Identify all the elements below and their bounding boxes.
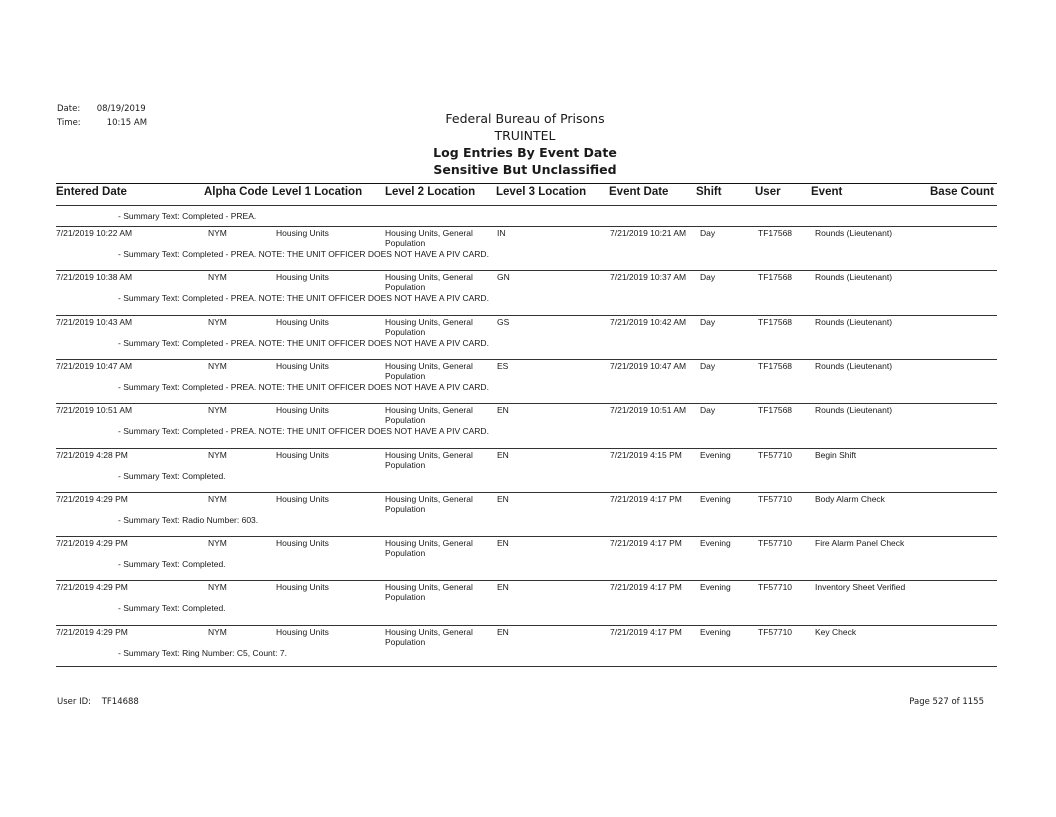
level2-location-cell: Housing Units, General <box>385 450 473 460</box>
level2-location-cell: Housing Units, General <box>385 361 473 371</box>
event-cell: Begin Shift <box>815 450 857 460</box>
title-report: Log Entries By Event Date <box>433 145 617 160</box>
summary-text: - Summary Text: Completed - PREA. NOTE: THE UNIT OFFICER DOES NOT HAVE A PIV CARD. <box>118 382 489 392</box>
column-header: Level 1 Location <box>272 186 363 198</box>
table-bottom-rule <box>56 666 997 667</box>
shift-cell: Evening <box>700 582 731 592</box>
entered-date-cell: 7/21/2019 10:43 AM <box>56 317 133 327</box>
report-title <box>380 110 670 178</box>
level2-location-cell: Housing Units, General <box>385 405 473 415</box>
level3-location-cell: EN <box>497 627 509 637</box>
event-cell: Rounds (Lieutenant) <box>815 405 893 415</box>
column-header: Event Date <box>609 186 669 198</box>
level2-location-cell-line2: Population <box>385 504 426 514</box>
user-cell: TF57710 <box>758 494 793 504</box>
level1-location-cell: Housing Units <box>276 494 329 504</box>
level2-location-cell: Housing Units, General <box>385 228 473 238</box>
column-header: Alpha Code <box>204 186 268 198</box>
column-header: Level 3 Location <box>496 186 587 198</box>
alpha-code-cell: NYM <box>208 494 227 504</box>
level2-location-cell-line2: Population <box>385 327 426 337</box>
shift-cell: Day <box>700 405 716 415</box>
level1-location-cell: Housing Units <box>276 405 329 415</box>
shift-cell: Evening <box>700 494 731 504</box>
level3-location-cell: IN <box>497 228 506 238</box>
alpha-code-cell: NYM <box>208 627 227 637</box>
entered-date-cell: 7/21/2019 4:28 PM <box>56 450 128 460</box>
level2-location-cell-line2: Population <box>385 637 426 647</box>
event-date-cell: 7/21/2019 4:15 PM <box>610 450 682 460</box>
event-date-cell: 7/21/2019 10:51 AM <box>610 405 687 415</box>
level1-location-cell: Housing Units <box>276 627 329 637</box>
summary-text: - Summary Text: Completed - PREA. NOTE: THE UNIT OFFICER DOES NOT HAVE A PIV CARD. <box>118 426 489 436</box>
event-cell: Inventory Sheet Verified <box>815 582 906 592</box>
user-cell: TF17568 <box>758 317 793 327</box>
level2-location-cell: Housing Units, General <box>385 494 473 504</box>
event-date-cell: 7/21/2019 10:37 AM <box>610 272 687 282</box>
user-cell: TF57710 <box>758 538 793 548</box>
user-cell: TF17568 <box>758 405 793 415</box>
row-divider <box>56 580 997 581</box>
summary-text: - Summary Text: Completed - PREA. <box>118 211 257 221</box>
alpha-code-cell: NYM <box>208 228 227 238</box>
level3-location-cell: GN <box>497 272 510 282</box>
event-cell: Rounds (Lieutenant) <box>815 317 893 327</box>
level1-location-cell: Housing Units <box>276 272 329 282</box>
alpha-code-cell: NYM <box>208 405 227 415</box>
title-classification: Sensitive But Unclassified <box>433 162 617 177</box>
row-divider <box>56 536 997 537</box>
level2-location-cell-line2: Population <box>385 592 426 602</box>
event-cell: Key Check <box>815 627 857 637</box>
level1-location-cell: Housing Units <box>276 317 329 327</box>
level1-location-cell: Housing Units <box>276 582 329 592</box>
level1-location-cell: Housing Units <box>276 228 329 238</box>
level1-location-cell: Housing Units <box>276 450 329 460</box>
event-cell: Body Alarm Check <box>815 494 885 504</box>
row-divider <box>56 492 997 493</box>
event-cell: Rounds (Lieutenant) <box>815 361 893 371</box>
shift-cell: Evening <box>700 450 731 460</box>
row-divider <box>56 625 997 626</box>
footer-user: User ID: TF14688 <box>57 697 139 707</box>
alpha-code-cell: NYM <box>208 450 227 460</box>
header-bottom-rule <box>56 205 997 206</box>
alpha-code-cell: NYM <box>208 361 227 371</box>
column-header: Event <box>811 186 843 198</box>
level2-location-cell-line2: Population <box>385 460 426 470</box>
entered-date-cell: 7/21/2019 10:47 AM <box>56 361 133 371</box>
level2-location-cell-line2: Population <box>385 548 426 558</box>
user-cell: TF57710 <box>758 582 793 592</box>
level2-location-cell: Housing Units, General <box>385 538 473 548</box>
shift-cell: Evening <box>700 627 731 637</box>
event-date-cell: 7/21/2019 4:17 PM <box>610 582 682 592</box>
column-header: Base Count <box>930 186 994 198</box>
level3-location-cell: GS <box>497 317 510 327</box>
event-cell: Rounds (Lieutenant) <box>815 272 893 282</box>
user-cell: TF17568 <box>758 272 793 282</box>
row-divider <box>56 448 997 449</box>
shift-cell: Evening <box>700 538 731 548</box>
header-top-rule <box>56 183 997 184</box>
level2-location-cell: Housing Units, General <box>385 582 473 592</box>
event-date-cell: 7/21/2019 4:17 PM <box>610 627 682 637</box>
entered-date-cell: 7/21/2019 10:51 AM <box>56 405 133 415</box>
entered-date-cell: 7/21/2019 10:38 AM <box>56 272 133 282</box>
title-agency: Federal Bureau of Prisons <box>445 111 605 126</box>
title-system: TRUINTEL <box>494 128 556 143</box>
shift-cell: Day <box>700 272 716 282</box>
level2-location-cell: Housing Units, General <box>385 272 473 282</box>
level2-location-cell-line2: Population <box>385 238 426 248</box>
event-cell: Rounds (Lieutenant) <box>815 228 893 238</box>
level2-location-cell: Housing Units, General <box>385 627 473 637</box>
level2-location-cell-line2: Population <box>385 371 426 381</box>
summary-text: - Summary Text: Completed. <box>118 559 226 569</box>
level3-location-cell: EN <box>497 450 509 460</box>
event-date-cell: 7/21/2019 10:21 AM <box>610 228 687 238</box>
entered-date-cell: 7/21/2019 4:29 PM <box>56 582 128 592</box>
level2-location-cell-line2: Population <box>385 415 426 425</box>
level1-location-cell: Housing Units <box>276 361 329 371</box>
summary-text: - Summary Text: Completed - PREA. NOTE: THE UNIT OFFICER DOES NOT HAVE A PIV CARD. <box>118 293 489 303</box>
entered-date-cell: 7/21/2019 4:29 PM <box>56 538 128 548</box>
shift-cell: Day <box>700 228 716 238</box>
summary-text: - Summary Text: Completed - PREA. NOTE: THE UNIT OFFICER DOES NOT HAVE A PIV CARD. <box>118 338 489 348</box>
event-date-cell: 7/21/2019 10:42 AM <box>610 317 687 327</box>
summary-text: - Summary Text: Radio Number: 603. <box>118 515 259 525</box>
column-header: Shift <box>696 186 722 198</box>
level3-location-cell: EN <box>497 405 509 415</box>
report-time: Time: 10:15 AM <box>57 118 148 128</box>
summary-text: - Summary Text: Completed. <box>118 603 226 613</box>
user-cell: TF17568 <box>758 228 793 238</box>
summary-text: - Summary Text: Completed. <box>118 471 226 481</box>
row-divider <box>56 359 997 360</box>
level1-location-cell: Housing Units <box>276 538 329 548</box>
level2-location-cell-line2: Population <box>385 282 426 292</box>
alpha-code-cell: NYM <box>208 538 227 548</box>
user-cell: TF17568 <box>758 361 793 371</box>
user-cell: TF57710 <box>758 450 793 460</box>
entered-date-cell: 7/21/2019 4:29 PM <box>56 627 128 637</box>
row-divider <box>56 226 997 227</box>
entered-date-cell: 7/21/2019 4:29 PM <box>56 494 128 504</box>
shift-cell: Day <box>700 317 716 327</box>
shift-cell: Day <box>700 361 716 371</box>
level3-location-cell: ES <box>497 361 509 371</box>
summary-text: - Summary Text: Ring Number: C5, Count: 7. <box>118 648 287 658</box>
alpha-code-cell: NYM <box>208 272 227 282</box>
report-date: Date: 08/19/2019 <box>57 104 146 114</box>
row-divider <box>56 315 997 316</box>
column-header: Level 2 Location <box>385 186 476 198</box>
entered-date-cell: 7/21/2019 10:22 AM <box>56 228 133 238</box>
alpha-code-cell: NYM <box>208 582 227 592</box>
page-number: Page 527 of 1155 <box>909 697 984 707</box>
column-header: User <box>755 186 781 198</box>
level3-location-cell: EN <box>497 494 509 504</box>
level3-location-cell: EN <box>497 538 509 548</box>
column-header: Entered Date <box>56 186 127 198</box>
alpha-code-cell: NYM <box>208 317 227 327</box>
event-date-cell: 7/21/2019 4:17 PM <box>610 494 682 504</box>
event-date-cell: 7/21/2019 4:17 PM <box>610 538 682 548</box>
event-cell: Fire Alarm Panel Check <box>815 538 905 548</box>
row-divider <box>56 270 997 271</box>
user-cell: TF57710 <box>758 627 793 637</box>
row-divider <box>56 403 997 404</box>
summary-text: - Summary Text: Completed - PREA. NOTE: THE UNIT OFFICER DOES NOT HAVE A PIV CARD. <box>118 249 489 259</box>
event-date-cell: 7/21/2019 10:47 AM <box>610 361 687 371</box>
level3-location-cell: EN <box>497 582 509 592</box>
level2-location-cell: Housing Units, General <box>385 317 473 327</box>
